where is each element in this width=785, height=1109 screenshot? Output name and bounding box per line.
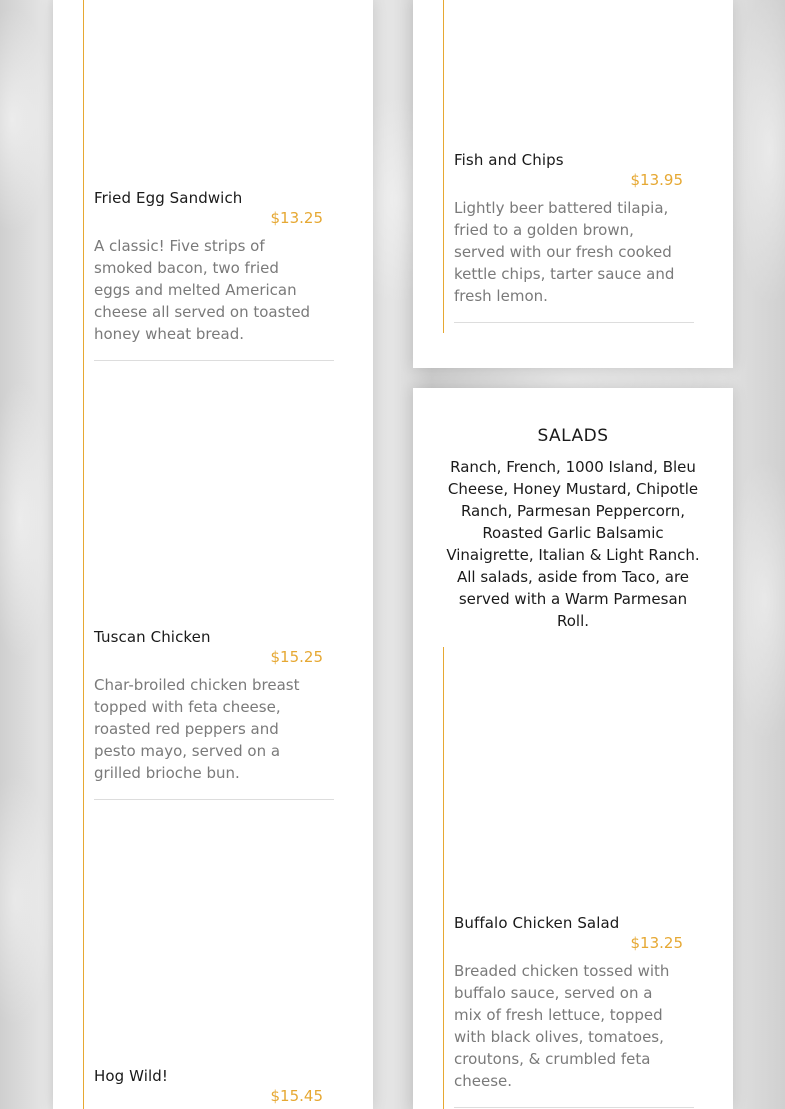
menu-item-price: $15.45 [270, 1087, 323, 1105]
menu-item-description: Lightly beer battered tilapia, fried to a golden brown, served with our fresh cooked kettle chips, tarter sauce and fresh lemon. [454, 199, 675, 305]
menu-item-name: Buffalo Chicken Salad [454, 914, 620, 932]
menu-item-description: Char-broiled chicken breast topped with feta cheese, roasted red peppers and pesto mayo, served on a grilled brioche bun. [94, 676, 300, 782]
menu-item-price: $13.25 [270, 209, 323, 227]
menu-item-divider [454, 1107, 694, 1108]
menu-item-price: $15.25 [270, 648, 323, 666]
menu-item-description: A classic! Five strips of smoked bacon, two fried eggs and melted American cheese all served on toasted honey wheat bread. [94, 237, 311, 343]
menu-card-salads [413, 388, 733, 1109]
menu-item-name: Tuscan Chicken [94, 628, 211, 646]
accent-rail [443, 647, 444, 1109]
menu-item-divider [94, 799, 334, 800]
accent-rail [83, 0, 84, 1109]
menu-item-price: $13.95 [630, 171, 683, 189]
section-note: Ranch, French, 1000 Island, Bleu Cheese, Honey Mustard, Chipotle Ranch, Parmesan Peppercorn, Roasted Garlic Balsamic Vinaigrette, Italian & Light Ranch. All salads, aside from Taco, are served with a Warm Parmesan Roll. [446, 458, 700, 630]
menu-item-name: Fried Egg Sandwich [94, 189, 243, 207]
menu-item-description: Breaded chicken tossed with buffalo sauce, served on a mix of fresh lettuce, topped with black olives, tomatoes, croutons, & crumbled feta cheese. [454, 962, 670, 1090]
menu-item-price: $13.25 [630, 934, 683, 952]
section-title: SALADS [537, 426, 609, 446]
menu-item-divider [454, 322, 694, 323]
menu-card-fish [413, 0, 733, 368]
menu-item-name: Hog Wild! [94, 1067, 169, 1085]
accent-rail [443, 0, 444, 333]
menu-card-sandwiches [53, 0, 373, 1109]
menu-item-name: Fish and Chips [454, 151, 564, 169]
menu-item-divider [94, 360, 334, 361]
